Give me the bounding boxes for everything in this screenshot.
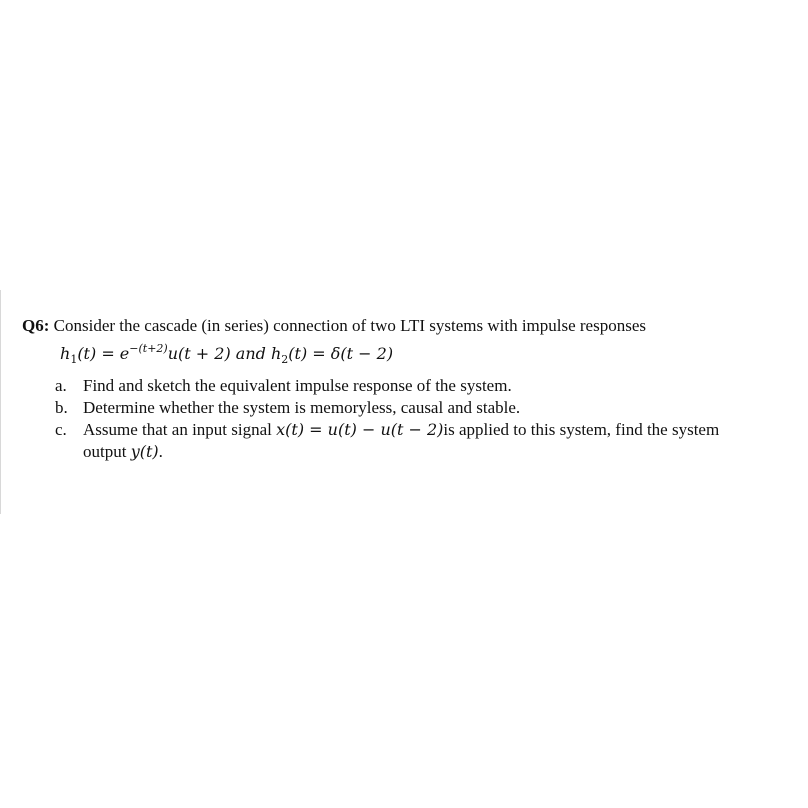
list-text-c-pre: Assume that an input signal bbox=[83, 420, 277, 439]
h1-subscript: 1 bbox=[70, 353, 78, 366]
question-text: Consider the cascade (in series) connection of two LTI systems with impulse responses bbox=[53, 316, 646, 335]
list-item-a bbox=[55, 376, 512, 396]
list-text-c-end: . bbox=[158, 442, 163, 461]
h1-tail: u(t + 2) and bbox=[167, 344, 271, 363]
h1-symbol: h bbox=[60, 344, 71, 363]
list-marker-b: b. bbox=[55, 398, 68, 417]
list-item-b bbox=[55, 398, 520, 418]
list-text-b: Determine whether the system is memoryless, causal and stable. bbox=[83, 398, 521, 417]
list-text-a: Find and sketch the equivalent impulse response of the system. bbox=[83, 376, 512, 395]
input-signal-math: x(t) = u(t) − u(t − 2) bbox=[276, 420, 444, 439]
list-marker-c: c. bbox=[55, 420, 67, 439]
question-line bbox=[22, 316, 646, 336]
h1-exponent: −(t+2) bbox=[129, 342, 168, 355]
list-text-c-cont: output bbox=[83, 442, 131, 461]
list-item-c-continued bbox=[83, 442, 163, 462]
h2-symbol: h bbox=[270, 344, 282, 363]
list-item-c bbox=[55, 420, 719, 440]
question-label: Q6: bbox=[22, 316, 50, 335]
h2-subscript: 2 bbox=[281, 353, 289, 366]
h2-tail: (t) = δ(t − 2) bbox=[288, 344, 394, 363]
list-text-c-post: is applied to this system, find the system bbox=[443, 420, 720, 439]
impulse-response-equation bbox=[60, 339, 393, 370]
output-signal-math: y(t) bbox=[130, 442, 159, 461]
h1-argument: (t) = e bbox=[77, 344, 130, 363]
list-marker-a: a. bbox=[55, 376, 67, 395]
